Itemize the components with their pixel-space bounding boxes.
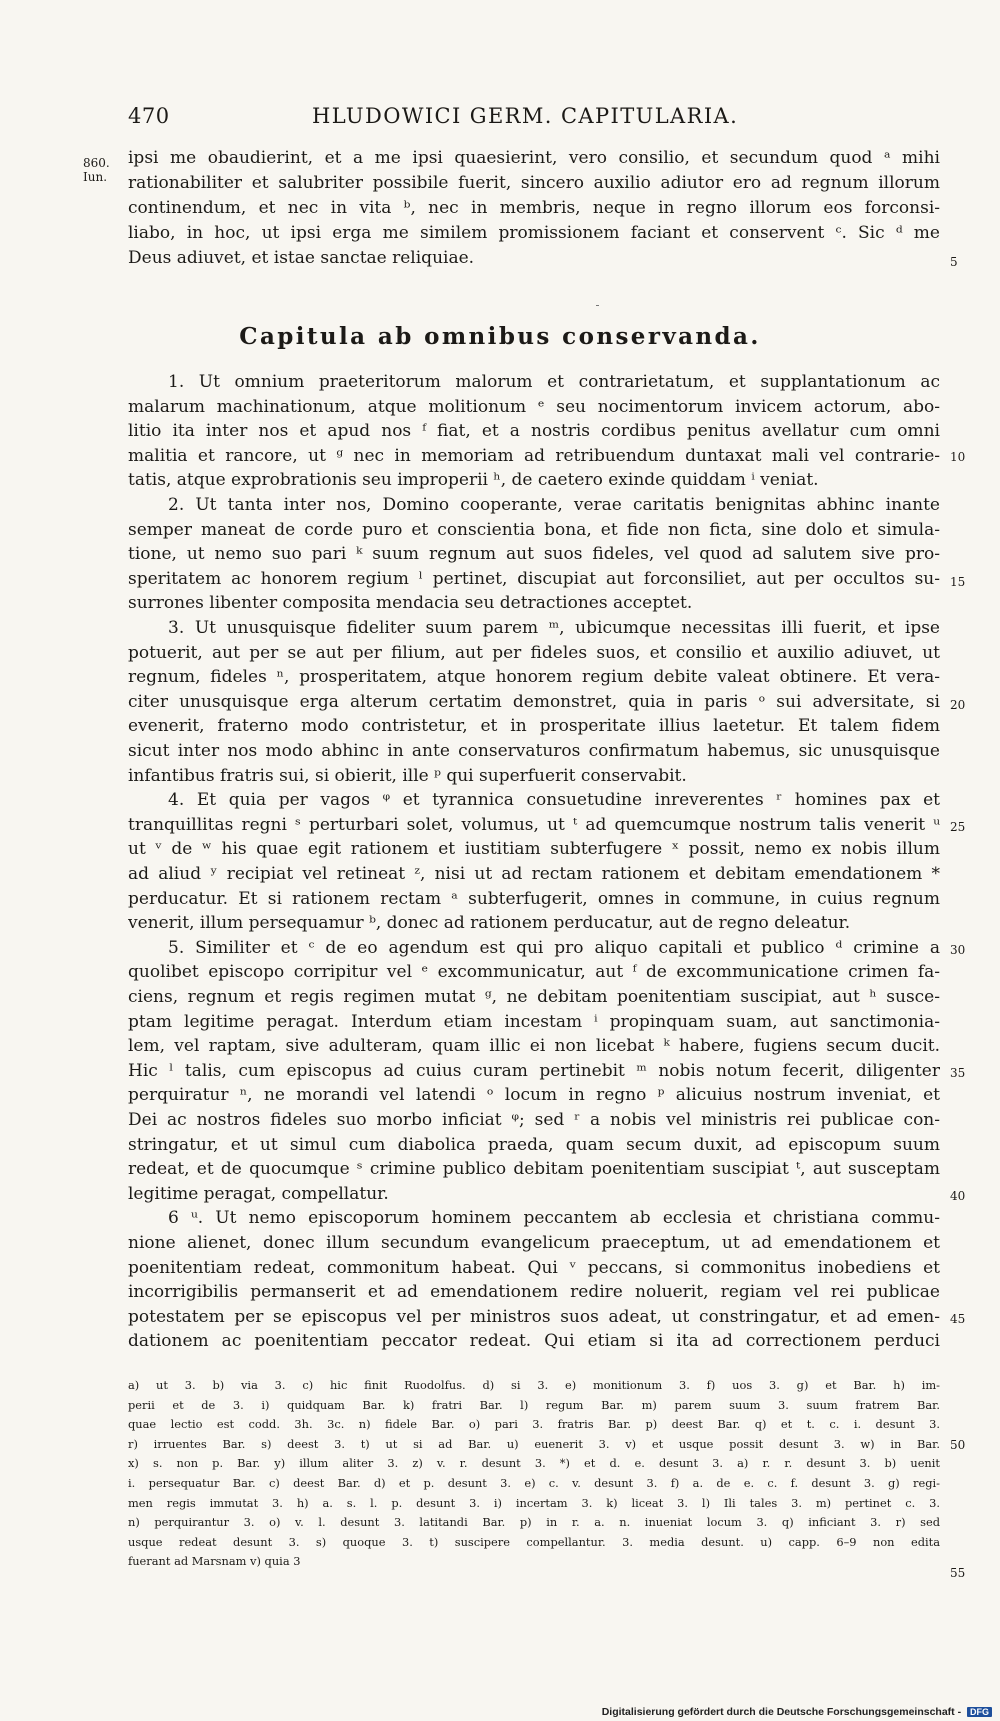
body-line: potestatem per se episcopus vel per ministros suos adeat, ut constringatur, et ad emen-: [128, 1306, 940, 1327]
separator-mark: [596, 305, 599, 306]
footnote-line: n) perquirantur 3. o) v. l. desunt 3. latitandi Bar. p) in r. a. n. inueniat locum 3. q) inficiant 3. r) sed: [128, 1515, 940, 1530]
body-line: litio ita inter nos et apud nos ᶠ fiat, et a nostris cordibus penitus avellatur cum omni: [128, 421, 940, 442]
body-line: ptam legitime peragat. Interdum etiam incestam ⁱ propinquam suam, aut sanctimonia-: [128, 1011, 940, 1032]
body-line: nione alienet, donec illum secundum evangelicum praeceptum, ut ad emendationem et: [128, 1233, 940, 1253]
body-line: lem, vel raptam, sive adulteram, quam illic ei non licebat ᵏ habere, fugiens secum ducit.: [128, 1036, 940, 1057]
footnote-line: fuerant ad Marsnam v) quia 3: [128, 1554, 301, 1569]
body-line: evenerit, fraterno modo contristetur, et in prosperitate illius laetetur. Et talem fidem: [128, 716, 940, 737]
body-line: regnum, fideles ⁿ, prosperitatem, atque honorem regium debite valeat obtinere. Et vera-: [128, 667, 940, 688]
digitization-credit: [602, 1706, 992, 1718]
line-number: 45: [950, 1312, 966, 1326]
body-line: tatis, atque exprobrationis seu improperii ʰ, de caetero exinde quiddam ⁱ veniat.: [128, 470, 819, 491]
margin-year: 860.: [83, 156, 110, 170]
body-line: 5. Similiter et ᶜ de eo agendum est qui pro aliquo capitali et publico ᵈ crimine a: [168, 937, 940, 958]
body-line: malarum machinationum, atque molitionum ᵉ seu nocimentorum invicem actorum, abo-: [128, 396, 940, 417]
body-line: citer unusquisque erga alterum certatim demonstret, quia in paris ᵒ sui adversitate, si: [128, 691, 940, 712]
body-line: speritatem ac honorem regium ˡ pertinet, discupiat aut forconsiliet, aut per occultos su-: [128, 568, 940, 589]
body-line: dationem ac poenitentiam peccator redeat. Qui etiam si ita ad correctionem perduci: [128, 1331, 940, 1352]
intro-line: liabo, in hoc, ut ipsi erga me similem promissionem faciant et conservent ᶜ. Sic ᵈ me: [128, 223, 940, 243]
body-line: stringatur, et ut simul cum diabolica praeda, quam secum duxit, ad episcopum suum: [128, 1134, 940, 1155]
line-number: 10: [950, 450, 966, 464]
line-number: 30: [950, 943, 966, 957]
line-number: 25: [950, 820, 966, 834]
body-line: legitime peragat, compellatur.: [128, 1183, 389, 1204]
line-number: 40: [950, 1189, 966, 1203]
intro-line: ipsi me obaudierint, et a me ipsi quaesierint, vero consilio, et secundum quod ᵃ mihi: [128, 148, 940, 168]
body-line: redeat, et de quocumque ˢ crimine publico debitam poenitentiam suscipiat ᵗ, aut susceptam: [128, 1159, 940, 1180]
body-line: Dei ac nostros fideles suo morbo inficiat ᵠ; sed ʳ a nobis vel ministris rei publicae con-: [128, 1110, 940, 1130]
body-line: malitia et rancore, ut ᵍ nec in memoriam ad retribuendum duntaxat mali vel contrarie-: [128, 445, 940, 466]
body-line: tione, ut nemo suo pari ᵏ suum regnum aut suos fideles, vel quod ad salutem sive pro-: [128, 544, 940, 565]
body-line: venerit, illum persequamur ᵇ, donec ad rationem perducatur, aut de regno deleatur.: [128, 913, 851, 934]
footnote-line: men regis immutat 3. h) a. s. l. p. desunt 3. i) incertam 3. k) liceat 3. l) Ili tales 3. m) pertinet c. 3.: [128, 1495, 940, 1510]
intro-line: Deus adiuvet, et istae sanctae reliquiae.: [128, 248, 475, 268]
intro-line: rationabiliter et salubriter possibile fuerit, sincero auxilio adiutor ero ad regnum illorum: [128, 173, 940, 193]
body-line: 1. Ut omnium praeteritorum malorum et contrarietatum, et supplantationum ac: [168, 372, 940, 392]
footnote-line: a) ut 3. b) via 3. c) hic finit Ruodolfus. d) si 3. e) monitionum 3. f) uos 3. g) et Bar. h) im-: [128, 1378, 940, 1392]
footnote-line: quae lectio est codd. 3h. 3c. n) fidele Bar. o) pari 3. fratris Bar. p) deest Bar. q) et t. c. i. desunt 3.: [128, 1417, 940, 1432]
body-line: tranquillitas regni ˢ perturbari solet, volumus, ut ᵗ ad quemcumque nostrum talis venerit ᵘ: [128, 814, 940, 835]
body-line: perquiratur ⁿ, ne morandi vel latendi ᵒ locum in regno ᵖ alicuius nostrum inveniat, et: [128, 1085, 940, 1106]
page-number: 470: [128, 104, 170, 128]
body-line: semper maneat de corde puro et conscientia bona, et fide non ficta, sine dolo et simula-: [128, 519, 940, 540]
body-line: Hic ˡ talis, cum episcopus ad cuius curam pertinebit ᵐ nobis notum fecerit, diligenter: [128, 1060, 940, 1081]
section-title: Capitula ab omnibus conservanda.: [239, 323, 761, 350]
body-line: perducatur. Et si rationem rectam ᵃ subterfugerit, omnes in commune, in cuius regnum: [128, 888, 940, 909]
page-header: [0, 104, 1000, 134]
line-number: 50: [950, 1438, 966, 1452]
body-line: potuerit, aut per se aut per filium, aut per fideles suos, et consilio et auxilio adiuvet, ut: [128, 642, 940, 663]
body-line: ut ᵛ de ʷ his quae egit rationem et iustitiam subterfugere ˣ possit, nemo ex nobis illum: [128, 839, 940, 860]
footnote-line: x) s. non p. Bar. y) illum aliter 3. z) v. r. desunt 3. *) et d. e. desunt 3. a) r. r. desunt 3. b) uenit: [128, 1456, 940, 1471]
running-title: HLUDOWICI GERM. CAPITULARIA.: [312, 104, 739, 128]
body-line: sicut inter nos modo abhinc in ante conservaturos confirmatum habemus, sic unusquisque: [128, 741, 940, 761]
margin-month: Iun.: [83, 170, 108, 184]
dfg-logo: DFG: [967, 1707, 992, 1717]
intro-line: continendum, et nec in vita ᵇ, nec in membris, neque in regno illorum eos forconsi-: [128, 198, 940, 218]
body-line: 3. Ut unusquisque fideliter suum parem ᵐ, ubicumque necessitas illi fuerit, et ipse: [168, 618, 940, 638]
footnote-line: i. persequatur Bar. c) deest Bar. d) et p. desunt 3. e) c. v. desunt 3. f) a. de e. c. f. desunt 3. g) regi-: [128, 1476, 940, 1490]
footnote-line: r) irruentes Bar. s) deest 3. t) ut si ad Bar. u) euenerit 3. v) et usque possit desunt 3. w) in Bar.: [128, 1436, 940, 1451]
body-line: ciens, regnum et regis regimen mutat ᵍ, ne debitam poenitentiam suscipiat, aut ʰ susce-: [128, 987, 940, 1007]
footnote-line: perii et de 3. i) quidquam Bar. k) fratri Bar. l) regum Bar. m) parem suum 3. suum fratrem Bar.: [128, 1397, 940, 1412]
credit-text: Digitalisierung gefördert durch die Deutsche Forschungsgemeinschaft -: [601, 1706, 962, 1718]
body-line: infantibus fratris sui, si obierit, ille ᵖ qui superfuerit conservabit.: [128, 765, 687, 786]
footnote-line: usque redeat desunt 3. s) quoque 3. t) suscipere compellantur. 3. media desunt. u) capp. 6–9 non edita: [128, 1534, 940, 1549]
line-number: 20: [950, 698, 966, 712]
body-line: incorrigibilis permanserit et ad emendationem redire noluerit, regiam vel rei publicae: [128, 1282, 940, 1303]
body-line: quolibet episcopo corripitur vel ᵉ excommunicatur, aut ᶠ de excommunicatione crimen fa-: [128, 962, 940, 983]
body-line: 2. Ut tanta inter nos, Domino cooperante, verae caritatis benignitas abhinc inante: [168, 495, 940, 515]
line-number: 5: [950, 255, 958, 269]
line-number: 15: [950, 575, 966, 589]
body-line: surrones libenter composita mendacia seu detractiones acceptet.: [128, 593, 693, 614]
body-line: ad aliud ʸ recipiat vel retineat ᶻ, nisi ut ad rectam rationem et debitam emendationem *: [128, 864, 940, 884]
line-number: 55: [950, 1566, 966, 1580]
line-number: 35: [950, 1066, 966, 1080]
body-line: 6 ᵘ. Ut nemo episcoporum hominem peccantem ab ecclesia et christiana commu-: [168, 1208, 940, 1229]
body-line: poenitentiam redeat, commonitum habeat. Qui ᵛ peccans, si commonitus inobediens et: [128, 1257, 940, 1278]
body-line: 4. Et quia per vagos ᵠ et tyrannica consuetudine inreverentes ʳ homines pax et: [168, 790, 940, 811]
